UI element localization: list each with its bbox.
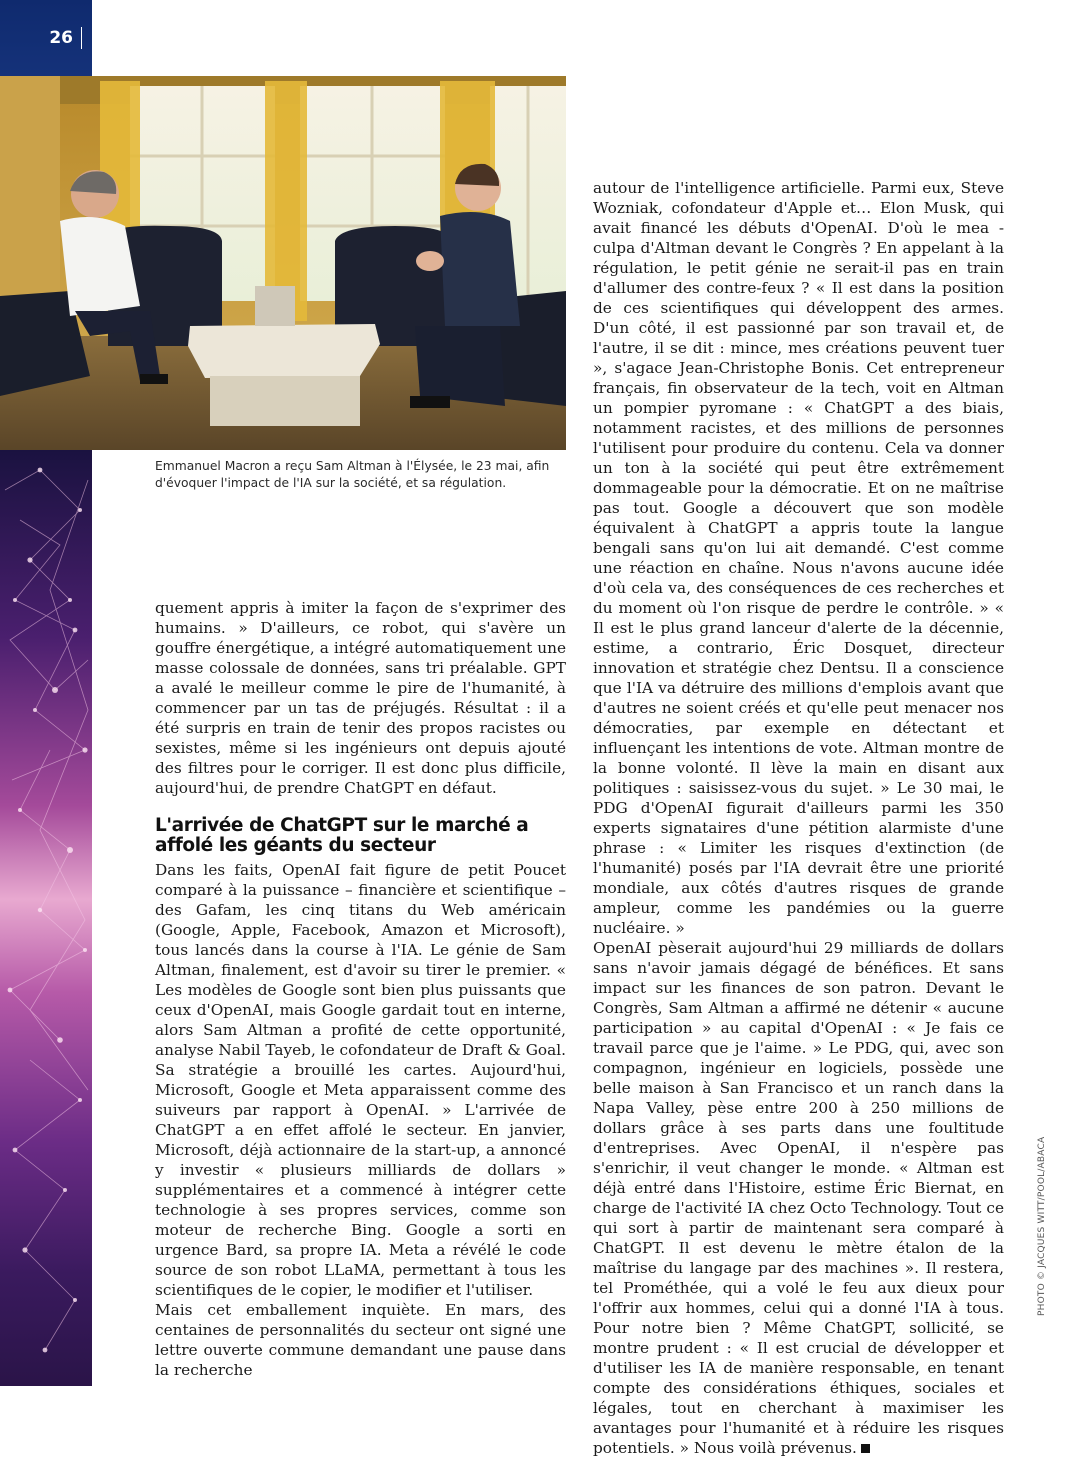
article-subheading: L'arrivée de ChatGPT sur le marché a affolé les géants du secteur xyxy=(155,815,529,856)
article-paragraph: Dans les faits, OpenAI fait figure de petit Poucet comparé à la puissance – financière et scientifique – des Gafam, les cinq titans du Web américain (Google, Apple, Facebook, Amazon et Microsoft), tous lancés dans la course à l'IA. Le génie de Sam Altman, finalement, est d'avoir su tirer le premier. « Les modèles de Google sont bien plus puissants que ceux d'OpenAI, mais Google gardait tout en interne, alors Sam Altman a profité de cette opportunité, analyse Nabil Tayeb, le cofondateur de Draft & Goal. Sa stratégie a brouillé les cartes. Aujourd'hui, Microsoft, Google et Meta apparaissent comme des suiveurs par rapport à OpenAI. » L'arrivée de ChatGPT a en effet affolé le secteur. En janvier, Microsoft, déjà actionnaire de la start-up, a annoncé y investir « plusieurs milliards de dollars » supplémentaires et a commencé à intégrer cette technologie à ses propres services, comme son moteur de recherche Bing. Google a sorti en urgence Bard, sa propre IA. Meta a révélé le code source de son robot LLaMA, permettant à tous les scientifiques de le copier, le modifier et l'utiliser. xyxy=(155,861,566,1299)
article-paragraph: quement appris à imiter la façon de s'exprimer des humains. » D'ailleurs, ce robot, qui s'avère un gouffre énergétique, a intégré automatiquement une masse colossale de données, sans tri préalable. GPT a avalé le meilleur comme le pire de l'humanité, à commencer par un tas de préjugés. Résultat : il a été surpris en train de tenir des propos racistes ou sexistes, même si les ingénieurs ont depuis ajouté des filtres pour le corriger. Il est donc plus difficile, aujourd'hui, de prendre ChatGPT en défaut. xyxy=(155,599,566,797)
article-column-left-top xyxy=(155,598,566,798)
article-column-left-bottom xyxy=(155,860,566,1380)
page-number-divider xyxy=(81,27,82,49)
article-photo xyxy=(0,76,566,450)
article-column-right xyxy=(593,178,1004,1458)
end-of-article-mark xyxy=(861,1444,870,1453)
page-number-area xyxy=(0,0,92,76)
article-paragraph-text: OpenAI pèserait aujourd'hui 29 milliards de dollars sans n'avoir jamais dégagé de bénéfices. Et sans impact sur les finances de son patron. Devant le Congrès, Sam Altman a affirmé ne détenir « aucune participation » au capital d'OpenAI : « Je fais ce travail parce que je l'aime. » Le PDG, qui, avec son compagnon, ingénieur en logiciels, possède une belle maison à San Francisco et un ranch dans la Napa Valley, pèse entre 200 à 250 millions de dollars grâce à ses parts dans une foultitude d'entreprises. Avec OpenAI, il n'espère pas s'enrichir, il veut changer le monde. « Altman est déjà entré dans l'Histoire, estime Éric Biernat, en charge de l'activité IA chez Octo Technology. Tout ce qui sort à partir de maintenant sera comparé à ChatGPT. Il est devenu le mètre étalon de la maîtrise du langage par des machines ». Il restera, tel Prométhée, qui a volé le feu aux dieux pour l'offrir aux hommes, celui qui a donné l'IA à tous. Pour notre bien ? Même ChatGPT, sollicité, se montre prudent : « Il est crucial de développer et d'utiliser les IA de manière responsable, en tenant compte des considérations éthiques, sociales et légales, tout en cherchant à maximiser les avantages pour l'humanité et à réduire les risques potentiels. » Nous voilà prévenus. xyxy=(593,939,1004,1457)
photo-illustration xyxy=(0,76,566,450)
page-number: 26 xyxy=(49,28,73,48)
network-pattern-graphic xyxy=(0,450,92,1386)
photo-credit: PHOTO © JACQUES WITT/POOL/ABACA xyxy=(1037,1136,1047,1316)
photo-caption: Emmanuel Macron a reçu Sam Altman à l'Élysée, le 23 mai, afin d'évoquer l'impact de l'IA sur la société, et sa régulation. xyxy=(155,459,550,490)
article-paragraph: autour de l'intelligence artificielle. Parmi eux, Steve Wozniak, cofondateur d'Apple et… Elon Musk, qui avait financé les débuts d'OpenAI. D'où le mea -culpa d'Altman devant le Congrès ? En appelant à la régulation, le petit génie ne serait-il pas en train d'allumer des contre-feux ? « Il est dans la position de ces scientifiques qui développent des armes. D'un côté, il est passionné par son travail et, de l'autre, il se dit : mince, mes créations peuvent tuer », s'agace Jean-Christophe Bonis. Cet entrepreneur français, fin observateur de la tech, voit en Altman un pompier pyromane : « ChatGPT a des biais, notamment racistes, et des millions de personnes l'utilisent pour produire du contenu. Cela va donner un ton à la société qui peut être extrêmement dommageable pour la démocratie. Et on ne maîtrise pas tout. Google a découvert que son modèle équivalent à ChatGPT a appris toute la langue bengali sans qu'on lui ait demandé. C'est comme une réaction en chaîne. Nous n'avons aucune idée d'où cela va, des conséquences de ces recherches et du moment où l'on risque de perdre le contrôle. » « Il est le plus grand lanceur d'alerte de la décennie, estime, a contrario, Éric Dosquet, directeur innovation et stratégie chez Dentsu. Il a conscience que l'IA va détruire des millions d'emplois avant que d'autres ne soient créés et qu'elle peut menacer nos démocraties, par exemple en détectant et influençant les intentions de vote. Altman montre de la bonne volonté. Il lève la main en disant aux politiques : saisissez-vous du sujet. » Le 30 mai, le PDG d'OpenAI figurait d'ailleurs parmi les 350 experts signataires d'une pétition alarmiste d'une phrase : « Limiter les risques d'extinction (de l'humanité) posés par l'IA devrait être une priorité mondiale, aux côtés d'autres risques de grande ampleur, comme les pandémies ou la guerre nucléaire. » xyxy=(593,179,1004,937)
article-paragraph-final xyxy=(593,938,1004,1458)
article-paragraph: Mais cet emballement inquiète. En mars, des centaines de personnalités du secteur ont signé une lettre ouverte commune demandant une pause dans la recherche xyxy=(155,1301,566,1379)
